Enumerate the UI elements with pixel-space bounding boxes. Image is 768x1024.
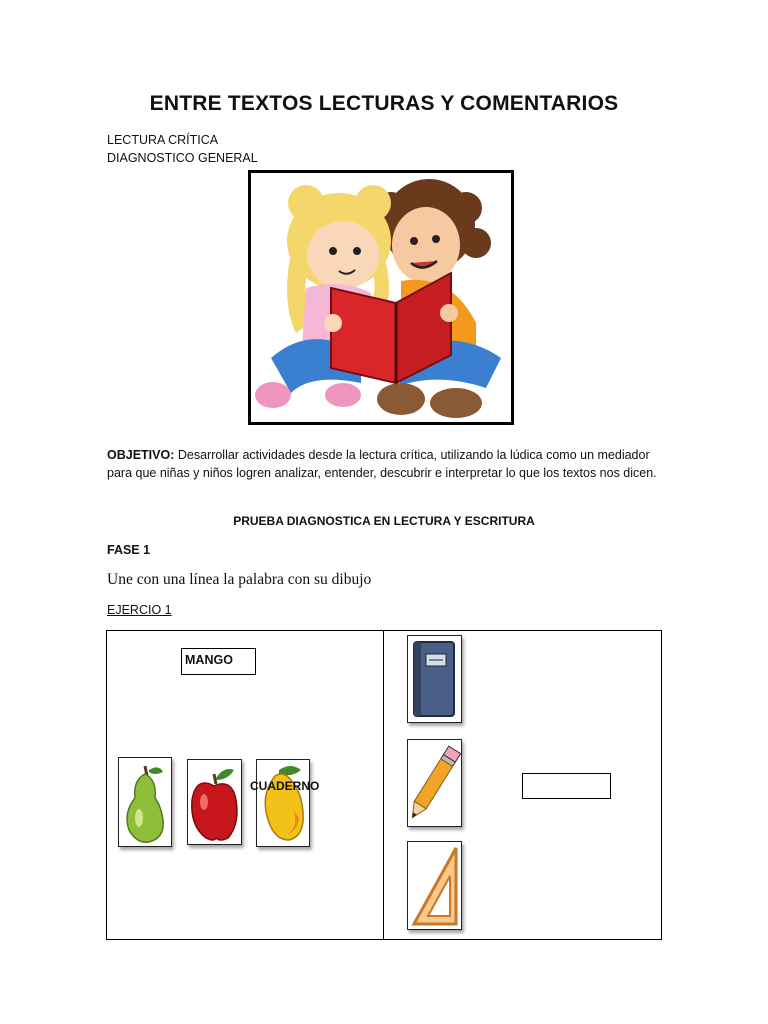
instruction-text: Une con una línea la palabra con su dibujo	[107, 571, 372, 588]
subtitle-diagnostico: DIAGNOSTICO GENERAL	[107, 151, 258, 165]
objective-label: OBJETIVO:	[107, 448, 175, 462]
empty-word-box[interactable]	[522, 773, 611, 799]
exercise-label: EJERCIO 1	[107, 603, 172, 617]
word-cuaderno: CUADERNO	[250, 779, 320, 793]
subtitle-lectura-critica: LECTURA CRÍTICA	[107, 133, 219, 147]
children-reading-icon	[251, 173, 511, 422]
test-heading: PRUEBA DIAGNOSTICA EN LECTURA Y ESCRITURA	[233, 514, 535, 528]
apple-icon	[188, 760, 241, 844]
set-square-icon	[408, 842, 461, 929]
set-square-card[interactable]	[407, 841, 462, 930]
notebook-card[interactable]	[407, 635, 462, 723]
objective-paragraph	[107, 446, 667, 482]
pear-card[interactable]	[118, 757, 172, 847]
page-title: ENTRE TEXTOS LECTURAS Y COMENTARIOS	[149, 92, 619, 115]
objective-text: Desarrollar actividades desde la lectura crítica, utilizando la lúdica como un mediador para que niñas y niños logren analizar, entender, descubrir e interpretar lo que los textos nos dicen.	[107, 448, 657, 480]
word-box-mango: MANGO	[181, 648, 256, 675]
table-divider	[383, 630, 384, 940]
mango-card[interactable]	[256, 759, 310, 847]
apple-card[interactable]	[187, 759, 242, 845]
mango-icon	[257, 760, 309, 846]
pencil-card[interactable]	[407, 739, 462, 827]
children-reading-illustration	[248, 170, 514, 425]
phase-label: FASE 1	[107, 543, 151, 557]
pencil-icon	[408, 740, 461, 826]
notebook-icon	[408, 636, 461, 722]
pear-icon	[119, 758, 171, 846]
